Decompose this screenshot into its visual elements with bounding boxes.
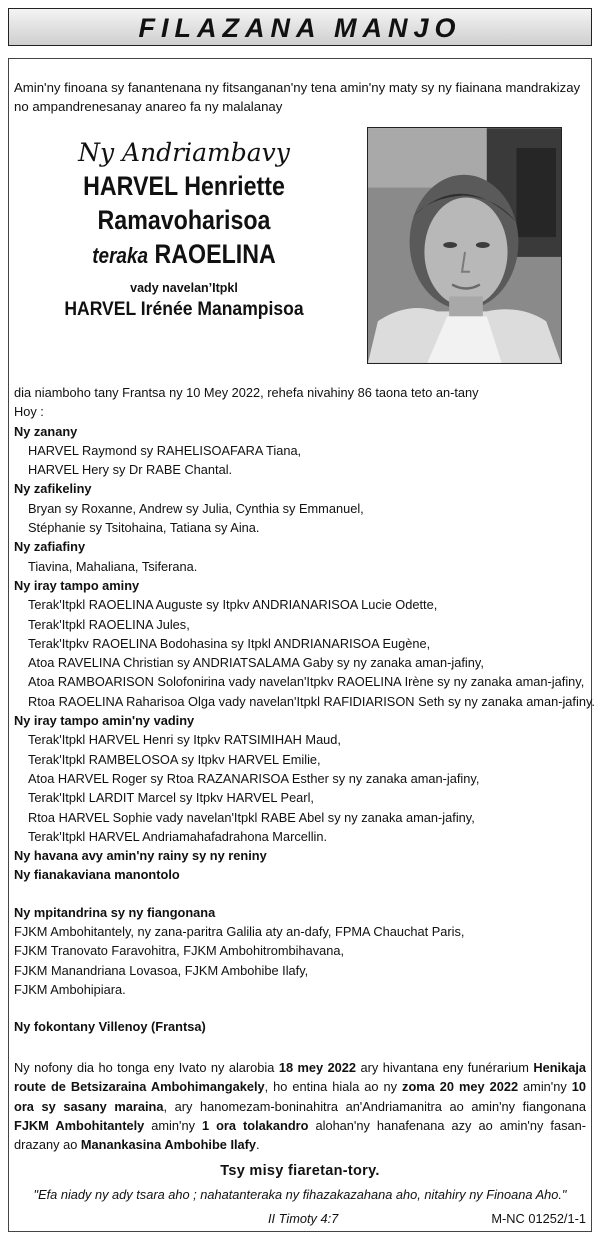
funeral-text: amin'ny — [518, 1079, 572, 1095]
list-item: Tiavina, Mahaliana, Tsiferana. — [28, 558, 198, 574]
funeral-time-morning: 10 ora sy sasany maraina — [14, 1079, 586, 1114]
section-title-fianakaviana: Ny fianakaviana manontolo — [14, 867, 180, 883]
funeral-date-arrival: 18 mey 2022 — [278, 1060, 357, 1075]
funeral-text: , ho entina hiala ao ny — [264, 1079, 403, 1095]
bible-verse: "Efa niady ny ady tsara aho ; nahatanteraka ny fihazakazahana aho, nitahiry ny Finoana Aho." — [33, 1187, 567, 1202]
section-title-zafikeliny: Ny zafikeliny — [14, 481, 92, 497]
verse-reference: II Timoty 4:7 — [268, 1211, 339, 1226]
spacer — [14, 999, 592, 1017]
list-item: Atoa HARVEL Roger sy Rtoa RAZANARISOA Esther sy ny zanaka aman-jafiny, — [28, 770, 480, 786]
section-title-fokontany: Ny fokontany Villenoy (Frantsa) — [14, 1019, 206, 1035]
list-item: FJKM Tranovato Faravohitra, FJKM Ambohitrombihavana, — [14, 943, 345, 959]
list-item: Terak'Itpkl RAMBELOSOA sy Itpkv HARVEL Emilie, — [28, 751, 321, 767]
list-item: Terak'Itpkl LARDIT Marcel sy Itpkv HARVEL Pearl, — [28, 790, 314, 806]
list-item: HARVEL Raymond sy RAHELISOAFARA Tiana, — [28, 442, 302, 458]
funeral-church: FJKM Ambohitantely — [14, 1117, 145, 1133]
deceased-name-1: HARVEL Henriette — [83, 171, 285, 201]
teraka-word: teraka — [92, 243, 149, 268]
deceased-prefix: Ny Andriambavy — [78, 138, 290, 167]
list-item: Terak'Itpkl HARVEL Andriamahafadrahona Marcellin. — [28, 828, 328, 844]
header-title: FILAZANA MANJO — [138, 13, 462, 43]
funeral-paragraph — [14, 1058, 586, 1154]
funeral-text: . — [256, 1137, 260, 1153]
obituary-body — [14, 383, 595, 1037]
deceased-maiden-line — [38, 237, 330, 273]
list-item: Stéphanie sy Tsitohaina, Tatiana sy Aina. — [28, 520, 260, 536]
funeral-text: , ary hanomezam-boninahitra an'Andriamanitra ao amin'ny fiangonana — [163, 1098, 586, 1114]
list-item: HARVEL Hery sy Dr RABE Chantal. — [28, 462, 233, 478]
funeral-text: amin'ny — [144, 1117, 202, 1133]
list-item: Terak'Itpkl HARVEL Henri sy Itpkv RATSIMIHAH Maud, — [28, 732, 341, 748]
motto: Tsy misy fiaretan-tory. — [220, 1163, 380, 1179]
section-title-zafiafiny: Ny zafiafiny — [14, 539, 86, 555]
funeral-text: alohan'ny hanafenana azy ao amin'ny fasan-drazany ao — [14, 1117, 586, 1153]
list-item: FJKM Ambohipiara. — [14, 981, 126, 997]
list-item: Atoa RAVELINA Christian sy ANDRIATSALAMA Gaby sy ny zanaka aman-jafiny, — [28, 655, 484, 671]
section-title-tampo-vadiny: Ny iray tampo amin'ny vadiny — [14, 713, 195, 729]
list-item: Bryan sy Roxanne, Andrew sy Julia, Cynthia sy Emmanuel, — [28, 500, 364, 516]
portrait-photo-icon — [368, 128, 561, 363]
list-item: FJKM Manandriana Lovasoa, FJKM Ambohibe Ilafy, — [14, 962, 309, 978]
deceased-maiden-name: RAOELINA — [154, 239, 276, 269]
spouse-label: vady navelan’Itpkl — [130, 281, 238, 295]
funeral-text: ary hivantana eny funérarium — [356, 1060, 534, 1075]
spacer — [14, 885, 592, 903]
spouse-name: HARVEL Irénée Manampisoa — [64, 298, 304, 320]
death-line: dia niamboho tany Frantsa ny 10 Mey 2022, rehefa nivahiny 86 taona teto an-tany — [14, 385, 479, 400]
funeral-burial-place: Manankasina Ambohibe Ilafy — [80, 1137, 257, 1153]
section-title-tampo-aminy: Ny iray tampo aminy — [14, 577, 140, 593]
list-item: Terak'Itpkl RAOELINA Jules, — [28, 616, 190, 632]
list-item: Terak'Itpkv RAOELINA Bodohasina sy Itpkl ANDRIANARISOA Eugène, — [28, 635, 431, 651]
list-item: FJKM Ambohitantely, ny zana-paritra Galilia aty an-dafy, FPMA Chauchat Paris, — [14, 924, 465, 940]
list-item: Terak'Itpkl RAOELINA Auguste sy Itpkv ANDRIANARISOA Lucie Odette, — [28, 597, 438, 613]
section-title-mpitandrina: Ny mpitandrina sy ny fiangonana — [14, 904, 216, 920]
header-banner — [8, 8, 592, 46]
hoy-line: Hoy : — [14, 404, 44, 420]
intro-text: Amin'ny finoana sy fanantenana ny fitsanganan'ny tena amin'ny maty sy ny fiainana mandrakizay no ampandrenesanay anareo fa ny malalanay — [14, 80, 581, 114]
portrait-photo — [367, 127, 562, 364]
notice-code: M-NC 01252/1-1 — [491, 1211, 586, 1226]
section-title-zanany: Ny zanany — [14, 423, 78, 439]
list-item: Atoa RAMBOARISON Solofonirina vady navelan'Itpkv RAOELINA Irène sy ny zanaka aman-jafiny, — [28, 674, 585, 690]
list-item: Rtoa RAOELINA Raharisoa Olga vady navelan'Itpkl RAFIDIARISON Seth sy ny zanaka aman-jafiny. — [28, 693, 595, 709]
funeral-location: Henikaja route de Betsizaraina Ambohimangakely — [14, 1060, 586, 1095]
section-title-havana: Ny havana avy amin'ny rainy sy ny reniny — [14, 848, 267, 864]
list-item: Rtoa HARVEL Sophie vady navelan'Itpkl RABE Abel sy ny zanaka aman-jafiny, — [28, 809, 475, 825]
funeral-date-departure: zoma 20 mey 2022 — [402, 1079, 519, 1095]
funeral-text: Ny nofony dia ho tonga eny Ivato ny alarobia — [14, 1060, 279, 1075]
deceased-name-2: Ramavoharisoa — [97, 205, 271, 235]
deceased-name-block — [14, 135, 354, 321]
funeral-time-afternoon: 1 ora tolakandro — [201, 1117, 309, 1133]
